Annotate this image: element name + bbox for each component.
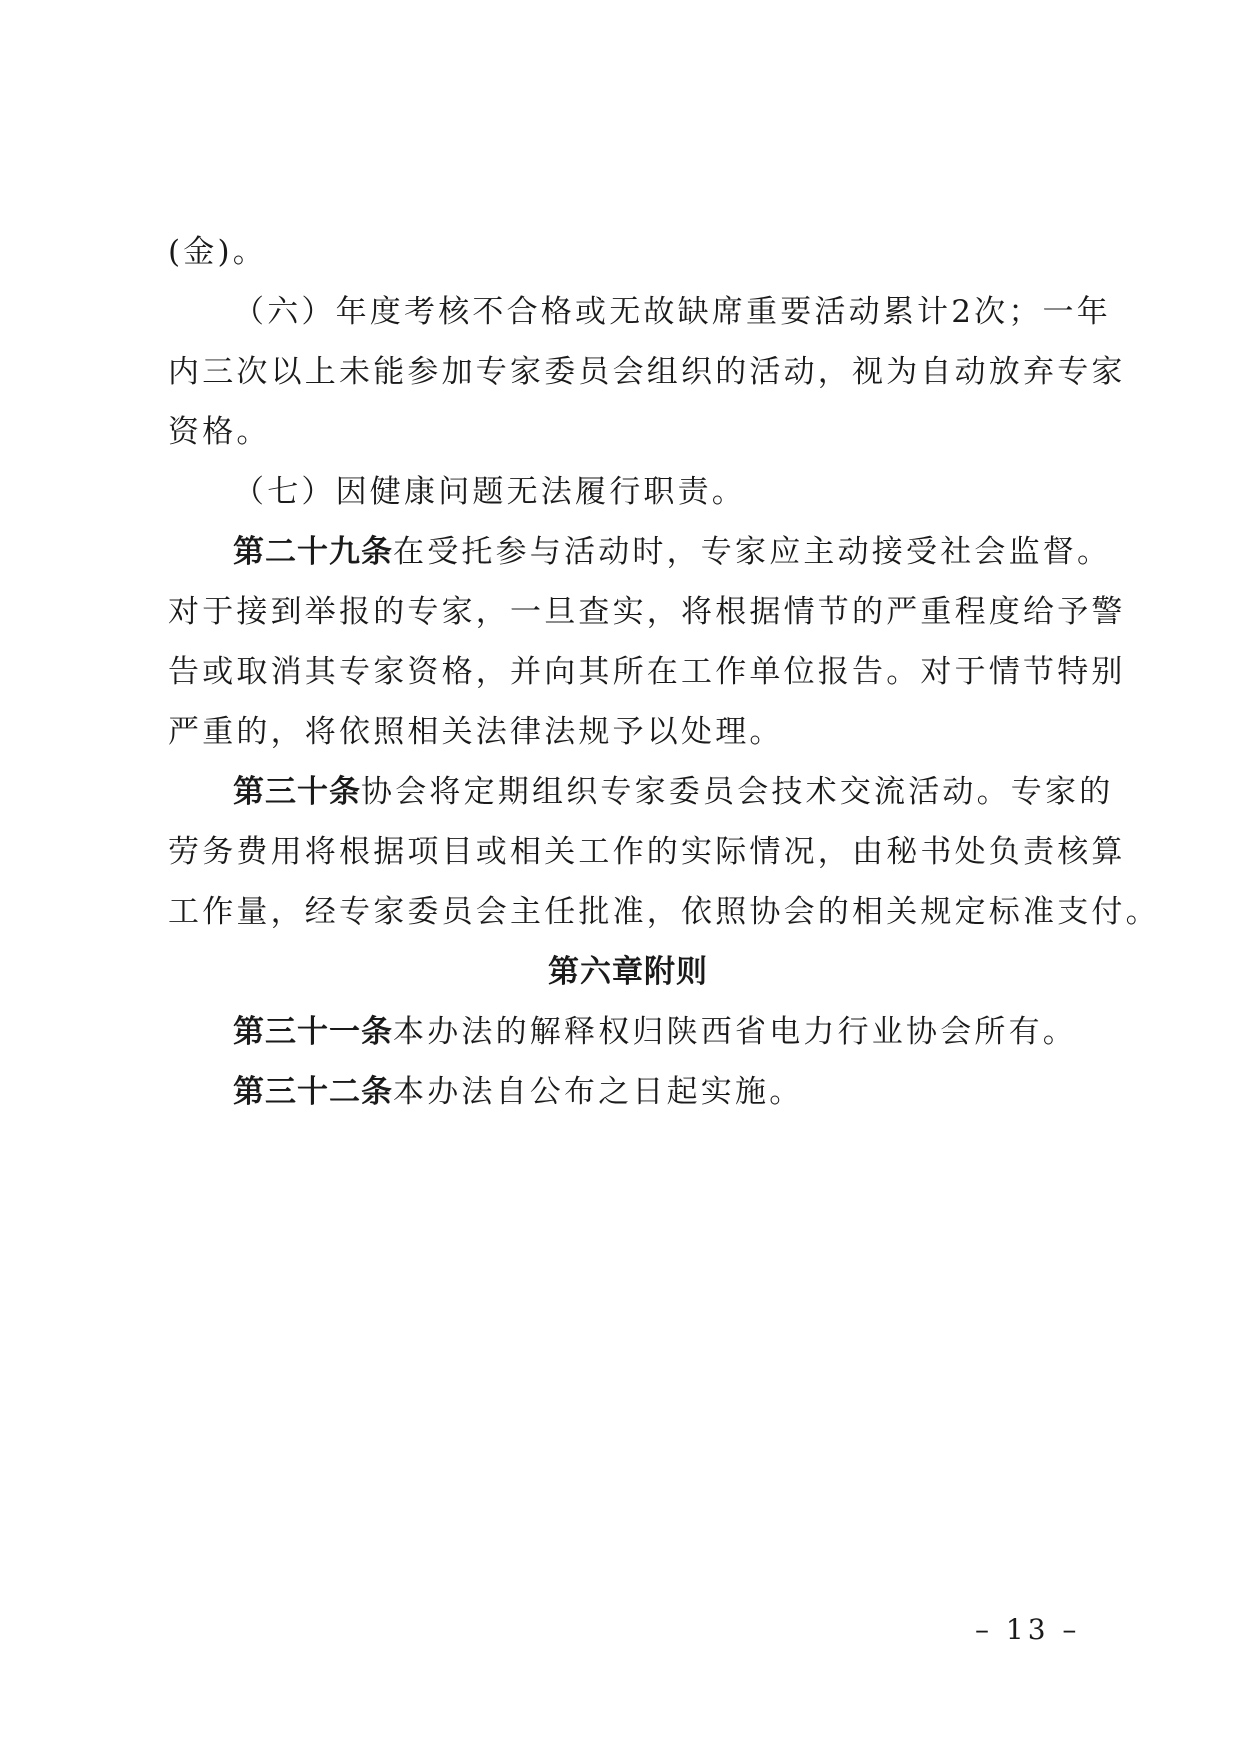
clause-six-line-1: （六）年度考核不合格或无故缺席重要活动累计2次；一年 — [233, 294, 1111, 330]
article-29-text: 在受托参与活动时，专家应主动接受社会监督。 — [393, 534, 1112, 570]
article-31 — [168, 1002, 1088, 1062]
article-32 — [168, 1062, 1088, 1122]
article-31-label: 第三十一条 — [233, 1014, 393, 1050]
document-body — [168, 222, 1160, 1122]
article-31-text: 本办法的解释权归陕西省电力行业协会所有。 — [393, 1014, 1077, 1050]
clause-seven: （七）因健康问题无法履行职责。 — [233, 474, 746, 510]
article-30-label: 第三十条 — [233, 774, 361, 810]
clause-six-line-3: 资格。 — [168, 414, 271, 450]
article-29-line-4: 严重的，将依照相关法律法规予以处理。 — [168, 714, 784, 750]
article-30-line-3: 工作量，经专家委员会主任批准，依照协会的相关规定标准支付。 — [168, 894, 1160, 930]
article-30-line-2: 劳务费用将根据项目或相关工作的实际情况，由秘书处负责核算 — [168, 834, 1126, 870]
article-30-text: 协会将定期组织专家委员会技术交流活动。专家的 — [361, 774, 1114, 810]
article-32-label: 第三十二条 — [233, 1074, 393, 1110]
article-29-line-1 — [168, 522, 1112, 582]
article-29-line-3: 告或取消其专家资格，并向其所在工作单位报告。对于情节特别 — [168, 654, 1126, 690]
article-30-line-1 — [168, 762, 1114, 822]
article-29-line-2: 对于接到举报的专家，一旦查实，将根据情节的严重程度给予警 — [168, 594, 1126, 630]
chapter-heading: 第六章附则 — [548, 954, 708, 990]
article-29-label: 第二十九条 — [233, 534, 393, 570]
page-number: – 13 – — [975, 1613, 1081, 1646]
article-32-text: 本办法自公布之日起实施。 — [393, 1074, 804, 1110]
clause-six-line-2: 内三次以上未能参加专家委员会组织的活动，视为自动放弃专家 — [168, 354, 1126, 390]
text-line: (金)。 — [168, 234, 267, 270]
